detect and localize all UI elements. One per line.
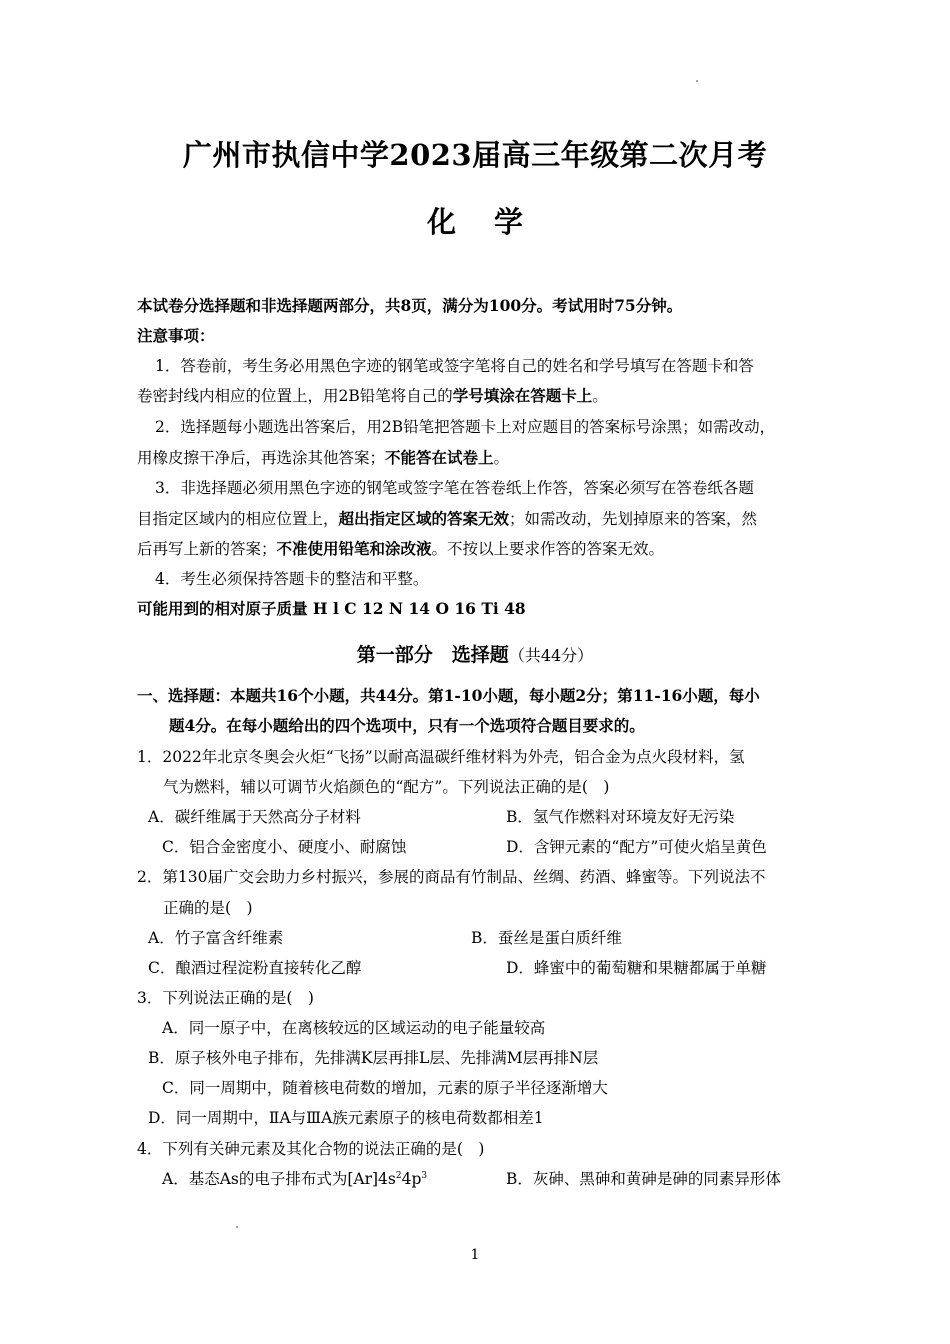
q3-option-b: B．原子核外电子排布，先排满K层再排L层、先排满M层再排N层 <box>148 1049 599 1067</box>
page-number: 1 <box>470 1247 480 1263</box>
intro-text: 本试卷分选择题和非选择题两部分，共8页，满分为100分。考试用时75分钟。 <box>137 296 683 315</box>
notice-text: 。 <box>493 449 510 467</box>
q4-stem: 4．下列有关砷元素及其化合物的说法正确的是( ) <box>137 1140 485 1158</box>
scan-speck <box>236 1226 238 1228</box>
superscript: 2 <box>395 1171 402 1181</box>
notice-emphasis: 不准使用铅笔和涂改液 <box>276 539 432 558</box>
scan-speck <box>696 80 698 82</box>
q3-option-d: D．同一周期中，ⅡA与ⅢA族元素原子的核电荷数都相差1 <box>148 1109 544 1127</box>
q3-stem: 3．下列说法正确的是( ) <box>137 989 314 1007</box>
q1-stem-line-2: 气为燃料，辅以可调节火焰颜色的“配方”。下列说法正确的是( ) <box>163 778 610 796</box>
q3-option-a: A．同一原子中，在离核较远的区域运动的电子能量较高 <box>162 1019 546 1037</box>
q1-option-b: B．氢气作燃料对环境友好无污染 <box>506 808 735 826</box>
notice-text: 用橡皮擦干净后，再选涂其他答案； <box>137 449 386 467</box>
notice-item-2-line-2 <box>137 448 509 468</box>
notice-heading: 注意事项： <box>137 326 215 345</box>
exam-title: 广州市执信中学2023届高三年级第二次月考 <box>182 138 768 172</box>
q4-option-a-text: A．基态As的电子排布式为[Ar]4s <box>162 1170 396 1188</box>
q2-stem-line-2: 正确的是( ) <box>163 899 253 917</box>
notice-emphasis: 不能答在试卷上 <box>385 448 494 467</box>
section-instructions-line-1: 一、选择题：本题共16个小题，共44分。第1-10小题，每小题2分；第11-16小题，每小 <box>137 686 760 705</box>
notice-text: 目指定区域内的相应位置上， <box>137 510 339 528</box>
q2-option-c: C．酿酒过程淀粉直接转化乙醇 <box>148 959 362 977</box>
q1-option-d: D．含钾元素的“配方”可使火焰呈黄色 <box>506 838 767 856</box>
subject-title: 化学 <box>426 205 561 239</box>
q2-stem-line-1: 2．第130届广交会助力乡村振兴，参展的商品有竹制品、丝绸、药酒、蜂蜜等。下列说法不 <box>137 868 766 886</box>
q1-option-c: C．铝合金密度小、硬度小、耐腐蚀 <box>162 838 407 856</box>
notice-emphasis: 学号填涂在答题卡上 <box>452 386 593 405</box>
q4-option-b: B．灰砷、黑砷和黄砷是砷的同素异形体 <box>506 1170 781 1188</box>
notice-item-2-line-1: 2．选择题每小题选出答案后，用2B铅笔把答题卡上对应题目的答案标号涂黑；如需改动， <box>155 418 776 436</box>
notice-item-1-line-2 <box>137 386 608 406</box>
notice-item-3-line-3 <box>137 539 664 559</box>
section-instructions-line-2: 题4分。在每小题给出的四个选项中，只有一个选项符合题目要求的。 <box>169 716 645 735</box>
notice-text: 后再写上新的答案； <box>137 540 277 558</box>
superscript: 3 <box>421 1171 428 1181</box>
q1-option-a: A．碳纤维属于天然高分子材料 <box>148 808 361 826</box>
q2-option-b: B．蚕丝是蛋白质纤维 <box>471 929 622 947</box>
section-score: （共44分） <box>508 646 594 665</box>
notice-item-3-line-2 <box>137 509 757 529</box>
section-heading <box>0 640 950 667</box>
notice-item-4: 4．考生必须保持答题卡的整洁和平整。 <box>155 570 429 588</box>
notice-item-1-line-1: 1．答卷前，考生务必用黑色字迹的钢笔或签字笔将自己的姓名和学号填写在答题卡和答 <box>155 357 754 375</box>
q1-stem-line-1: 1．2022年北京冬奥会火炬“飞扬”以耐高温碳纤维材料为外壳，铝合金为点火段材料，氢 <box>137 748 745 766</box>
notice-text: 卷密封线内相应的位置上，用2B铅笔将自己的 <box>137 387 453 405</box>
notice-text: ；如需改动，先划掉原来的答案，然 <box>509 510 758 528</box>
atomic-masses: 可能用到的相对原子质量 H l C 12 N 14 O 16 Ti 48 <box>137 599 526 618</box>
section-title: 第一部分 选择题 <box>356 644 509 666</box>
q4-option-a <box>162 1169 427 1189</box>
notice-item-3-line-1: 3．非选择题必须用黑色字迹的钢笔或签字笔在答卷纸上作答，答案必须写在答卷纸各题 <box>155 479 754 497</box>
notice-text: 。 <box>592 387 608 405</box>
notice-emphasis: 超出指定区域的答案无效 <box>338 509 510 528</box>
q2-option-d: D．蜂蜜中的葡萄糖和果糖都属于单糖 <box>506 959 767 977</box>
q2-option-a: A．竹子富含纤维素 <box>148 929 284 947</box>
notice-text: 。不按以上要求作答的答案无效。 <box>431 540 665 558</box>
q4-option-a-text: 4p <box>401 1170 422 1188</box>
q3-option-c: C．同一周期中，随着核电荷数的增加，元素的原子半径逐渐增大 <box>162 1079 608 1097</box>
